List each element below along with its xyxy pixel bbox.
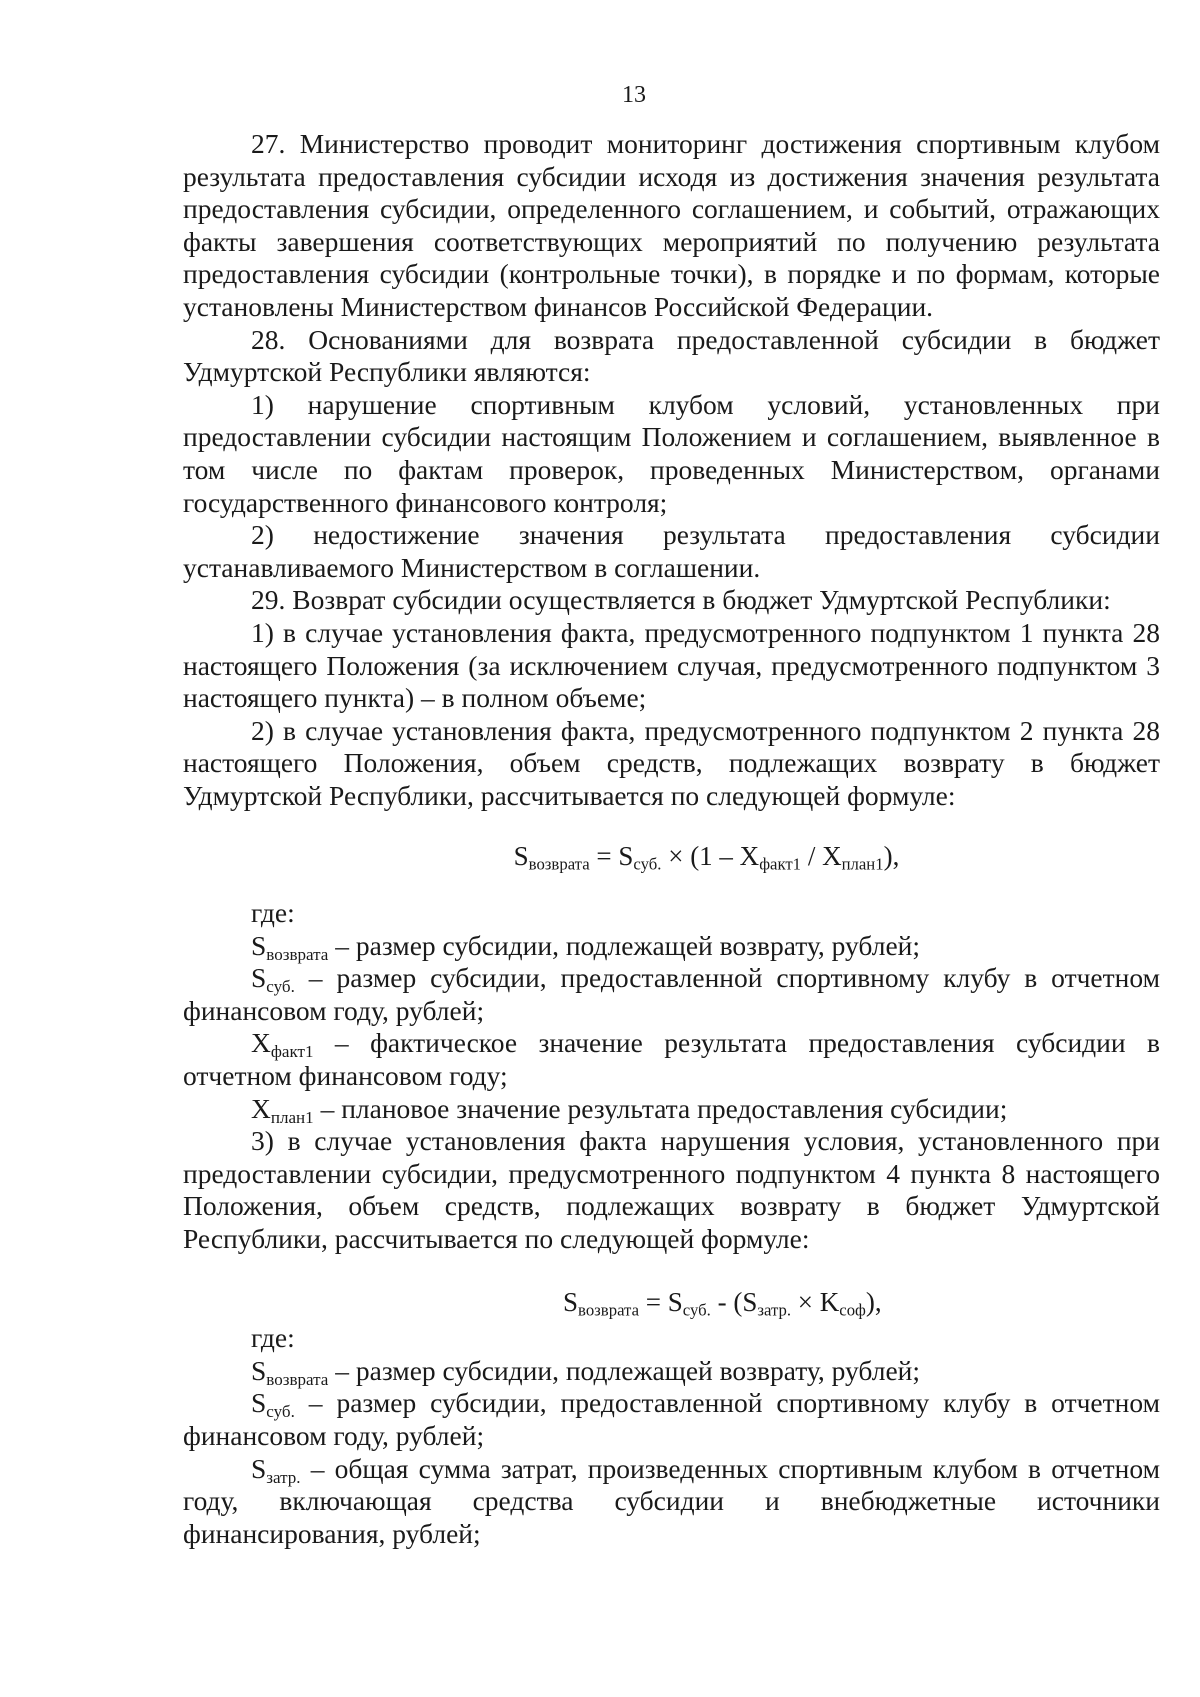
formula-subscript: затр. [757, 1300, 792, 1320]
formula-symbol: ), [883, 841, 900, 872]
formula-subscript: план1 [841, 855, 884, 875]
paragraph-29-item-2: 2) в случае установления факта, предусмотренного подпунктом 2 пункта 28 настоящего Положения, объем средств, подлежащих возврату в бюджет Удмуртской Республики, рассчитывается по следующей формуле: [183, 714, 1160, 811]
definition-s-vozvrata-1: $S_{возврата}$ – размер субсидии, подлежащей возврату, рублей; [251, 929, 921, 964]
paragraph-27: 27. Министерство проводит мониторинг достижения спортивным клубом результата предоставления субсидии исходя из достижения значения результата предоставления субсидии, определенного соглашением, и событий, отражающих факты завершения соответствующих мероприятий по получению результата предоставления субсидии (контрольные точки), в порядке и по формам, которые установлены Министерством финансов Российской Федерации. [183, 128, 1160, 322]
formula-2 [183, 1286, 1160, 1319]
definition-s-sub-1: $S_{суб.}$ – размер субсидии, предоставленной спортивному клубу в отчетном финансовом году, рублей; [183, 962, 1160, 1026]
formula-1 [183, 840, 1160, 873]
definition-s-vozvrata-2: $S_{возврата}$ – размер субсидии, подлежащей возврату, рублей; [251, 1354, 921, 1389]
formula-symbol: / X [801, 841, 842, 872]
definition-s-sub-2: $S_{суб.}$ – размер субсидии, предоставленной спортивному клубу в отчетном финансовом году, рублей; [183, 1387, 1160, 1451]
formula-symbol: × K [791, 1286, 840, 1317]
where-label-1: где: [251, 897, 295, 929]
formula-subscript: возврата [528, 855, 590, 875]
formula-symbol: = [589, 841, 619, 872]
formula-subscript: соф [839, 1300, 866, 1320]
paragraph-29-item-1: 1) в случае установления факта, предусмотренного подпунктом 1 пункта 28 настоящего Положения (за исключением случая, предусмотренного подпунктом 3 настоящего пункта) – в полном объеме; [183, 616, 1160, 714]
formula-subscript: возврата [578, 1300, 640, 1320]
formula-symbol: ), [865, 1286, 882, 1317]
where-label-2: где: [251, 1322, 295, 1354]
document-body [183, 128, 1160, 1550]
formula-symbol: S [667, 1286, 683, 1317]
formula-symbol: S [618, 841, 634, 872]
paragraph-29-item-3: 3) в случае установления факта нарушения условия, установленного при предоставлении субсидии, предусмотренного подпунктом 4 пункта 8 настоящего Положения, объем средств, подлежащих возврату в бюджет Удмуртской Республики, рассчитывается по следующей формуле: [183, 1125, 1160, 1254]
formula-subscript: суб. [682, 1300, 711, 1320]
paragraph-28-item-1: 1) нарушение спортивным клубом условий, установленных при предоставлении субсидии настоящим Положением и соглашением, выявленное в том числе по фактам проверок, проведенных Министерством, органами государственного финансового контроля; [183, 388, 1160, 518]
formula-symbol: × (1 – X [661, 841, 760, 872]
page-number: 13 [622, 82, 646, 108]
definition-x-plan: $X_{план1}$ – плановое значение результата предоставления субсидии; [251, 1092, 1008, 1127]
paragraph-28-item-2: 2) недостижение значения результата предоставления субсидии устанавливаемого Министерством в соглашении. [183, 519, 1160, 583]
formula-subscript: факт1 [759, 855, 802, 875]
paragraph-28: 28. Основаниями для возврата предоставленной субсидии в бюджет Удмуртской Республики являются: [183, 323, 1160, 388]
formula-symbol: = [639, 1286, 668, 1317]
definition-x-fakt: $X_{факт1}$ – фактическое значение результата предоставления субсидии в отчетном финансовом году; [183, 1027, 1161, 1092]
paragraph-29: 29. Возврат субсидии осуществляется в бюджет Удмуртской Республики: [251, 584, 1111, 616]
formula-symbol: S [513, 841, 529, 872]
definition-s-zatr: $S_{затр.}$ – общая сумма затрат, произведенных спортивным клубом в отчетном году, включающая средства субсидии и внебюджетные источники финансирования, рублей; [183, 1452, 1161, 1549]
formula-symbol: S [563, 1286, 579, 1317]
formula-symbol: - (S [710, 1286, 758, 1317]
formula-subscript: суб. [633, 855, 662, 875]
